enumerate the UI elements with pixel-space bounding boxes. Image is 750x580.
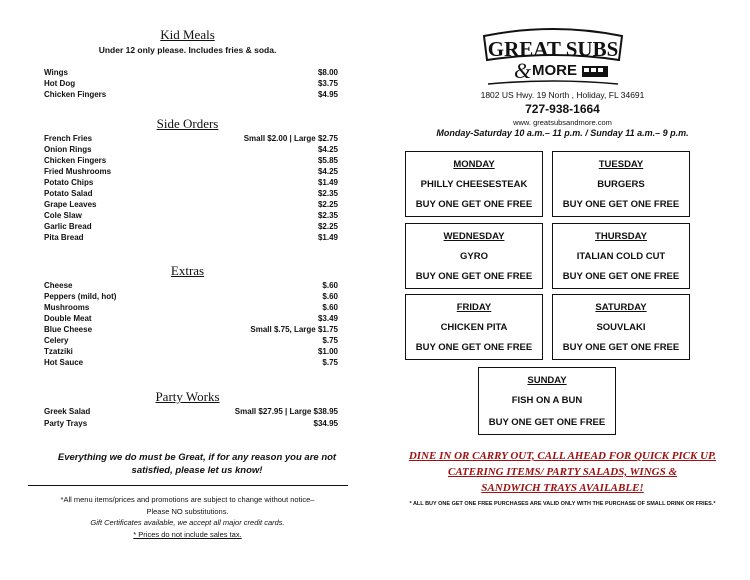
menu-item: Double Meat $3.49 <box>44 314 338 323</box>
special-item: CHICKEN PITA <box>440 322 508 333</box>
great-subs-logo <box>478 28 628 90</box>
menu-item: Greek Salad Small $27.95 | Large $38.95 <box>44 407 338 416</box>
address: 1802 US Hwy. 19 North , Holiday, FL 34691 <box>480 90 645 100</box>
special-item: GYRO <box>460 251 488 262</box>
special-day: SUNDAY <box>527 375 567 386</box>
note-line: * Prices do not include sales tax. <box>133 529 242 539</box>
promo-line: CATERING ITEMS/ PARTY SALADS, WINGS & <box>447 466 678 478</box>
special-day: FRIDAY <box>456 302 492 313</box>
menu-item: Fried Mushrooms $4.25 <box>44 167 338 176</box>
kid-meals-subtitle: Under 12 only please. Includes fries & soda. <box>98 45 277 55</box>
special-day: WEDNESDAY <box>443 231 505 242</box>
menu-item: Grape Leaves $2.25 <box>44 200 338 209</box>
special-card-friday <box>405 294 543 360</box>
special-offer: BUY ONE GET ONE FREE <box>562 271 680 282</box>
menu-item: Hot Dog $3.75 <box>44 79 338 88</box>
menu-item: Onion Rings $4.25 <box>44 145 338 154</box>
bogo-footnote: * ALL BUY ONE GET ONE FREE PURCHASES ARE VALID ONLY WITH THE PURCHASE OF SMALL DRINK OR FRIES.* <box>409 501 716 507</box>
special-offer: BUY ONE GET ONE FREE <box>488 417 606 428</box>
menu-item: Pita Bread $1.49 <box>44 233 338 242</box>
special-offer: BUY ONE GET ONE FREE <box>562 199 680 210</box>
menu-item: Tzatziki $1.00 <box>44 347 338 356</box>
menu-item: Wings $8.00 <box>44 68 338 77</box>
divider <box>28 485 348 486</box>
menu-item: Cheese $.60 <box>44 281 338 290</box>
special-item: BURGERS <box>597 179 645 190</box>
special-offer: BUY ONE GET ONE FREE <box>562 342 680 353</box>
note-line: Gift Certificates available, we accept all major credit cards. <box>90 518 285 527</box>
website: www. greatsubsandmore.com <box>513 118 612 127</box>
special-card-wednesday <box>405 223 543 289</box>
promo-banner <box>375 448 750 496</box>
special-day: THURSDAY <box>595 231 647 242</box>
special-card-sunday <box>478 367 616 435</box>
special-item: ITALIAN COLD CUT <box>576 251 666 262</box>
menu-item: Blue Cheese Small $.75, Large $1.75 <box>44 325 338 334</box>
menu-item: Chicken Fingers $5.85 <box>44 156 338 165</box>
party-works-title: Party Works <box>155 389 220 404</box>
kid-meals-title: Kid Meals <box>160 27 215 42</box>
phone-number: 727-938-1664 <box>525 102 600 116</box>
note-line: Please NO substitutions. <box>146 506 229 516</box>
menu-item: Peppers (mild, hot) $.60 <box>44 292 338 301</box>
special-card-saturday <box>552 294 690 360</box>
hours: Monday-Saturday 10 a.m.– 11 p.m. / Sunday 11 a.m.– 9 p.m. <box>436 128 689 138</box>
menu-item: Chicken Fingers $4.95 <box>44 90 338 99</box>
promo-line: DINE IN OR CARRY OUT, CALL AHEAD FOR QUICK PICK UP. <box>408 450 717 462</box>
special-offer: BUY ONE GET ONE FREE <box>415 342 533 353</box>
menu-item: Celery $.75 <box>44 336 338 345</box>
special-day: MONDAY <box>453 159 495 170</box>
guarantee-text: Everything we do must be Great, if for any reason you are not satisfied, please let us know! <box>57 452 337 476</box>
note-line: *All menu items/prices and promotions are subject to change without notice– <box>60 495 315 504</box>
special-item: PHILLY CHEESESTEAK <box>420 179 528 190</box>
special-card-monday <box>405 151 543 217</box>
special-card-tuesday <box>552 151 690 217</box>
special-day: TUESDAY <box>598 159 644 170</box>
special-offer: BUY ONE GET ONE FREE <box>415 199 533 210</box>
svg-text:&: & <box>514 58 532 83</box>
side-orders-title: Side Orders <box>156 116 219 131</box>
menu-item: Potato Chips $1.49 <box>44 178 338 187</box>
menu-item: Garlic Bread $2.25 <box>44 222 338 231</box>
menu-item: Party Trays $34.95 <box>44 419 338 428</box>
special-card-thursday <box>552 223 690 289</box>
svg-text:MORE: MORE <box>532 62 577 79</box>
special-item: SOUVLAKI <box>596 322 646 333</box>
menu-item: Potato Salad $2.35 <box>44 189 338 198</box>
menu-notes <box>0 494 375 540</box>
special-day: SATURDAY <box>595 302 647 313</box>
special-offer: BUY ONE GET ONE FREE <box>415 271 533 282</box>
promo-line: SANDWICH TRAYS AVAILABLE! <box>481 482 644 494</box>
menu-item: Mushrooms $.60 <box>44 303 338 312</box>
logo-graphic <box>478 28 628 90</box>
menu-item: Cole Slaw $2.35 <box>44 211 338 220</box>
svg-text:GREAT SUBS: GREAT SUBS <box>487 37 619 61</box>
menu-item: Hot Sauce $.75 <box>44 358 338 367</box>
special-item: FISH ON A BUN <box>511 395 583 406</box>
extras-title: Extras <box>170 263 205 278</box>
menu-item: French Fries Small $2.00 | Large $2.75 <box>44 134 338 143</box>
